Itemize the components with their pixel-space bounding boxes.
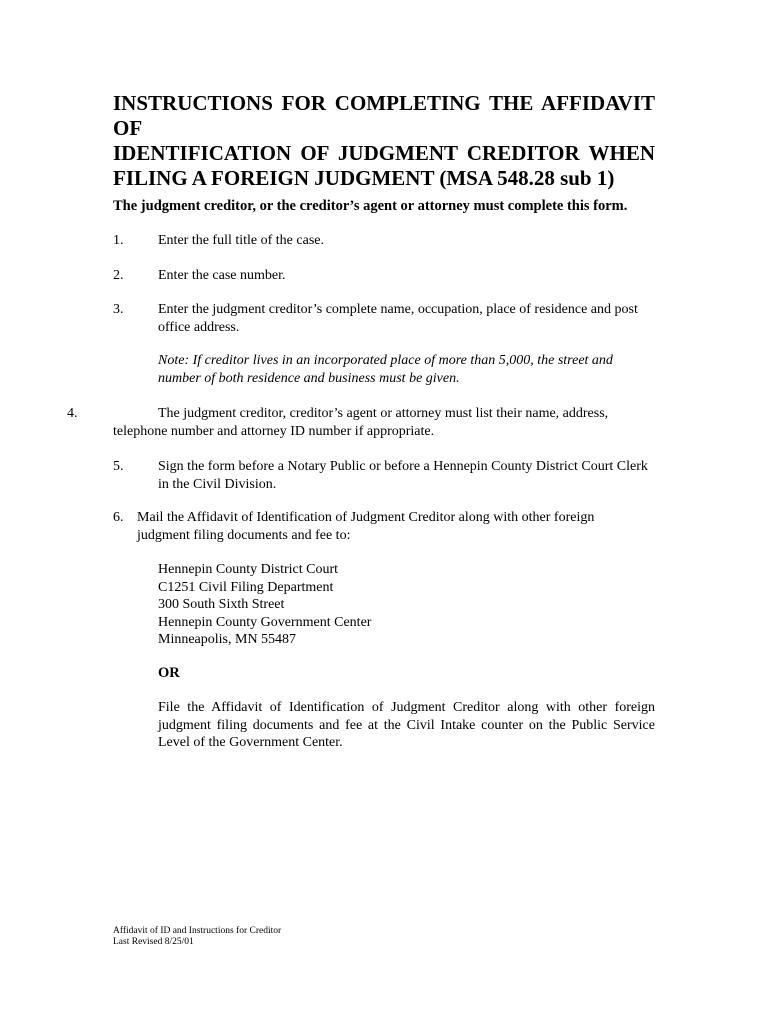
footer-line: Affidavit of ID and Instructions for Creditor [113, 926, 282, 936]
item-text: Enter the judgment creditor’s complete name, occupation, place of residence and post office address. [158, 302, 638, 335]
creditor-note: Note: If creditor lives in an incorporated place of more than 5,000, the street and number of both residence and business must be given. [158, 353, 613, 386]
document-title [113, 91, 655, 191]
item-text: Enter the case number. [158, 268, 286, 283]
item-6-text: Mail the Affidavit of Identification of Judgment Creditor along with other foreign judgment filing documents and fee to: [137, 510, 595, 543]
address-line: C1251 Civil Filing Department [158, 579, 334, 595]
item-number: 6. [113, 510, 124, 525]
or-separator: OR [158, 665, 180, 681]
mailing-address [158, 561, 558, 649]
address-line: 300 South Sixth Street [158, 597, 285, 612]
address-line: Hennepin County Government Center [158, 614, 372, 630]
lead-instruction: The judgment creditor, or the creditor’s agent or attorney must complete this form. [113, 198, 628, 214]
title-line-3: FILING A FOREIGN JUDGMENT (MSA 548.28 sub 1) [113, 166, 615, 190]
item-number: 3. [113, 302, 124, 317]
item-text: Sign the form before a Notary Public or before a Hennepin County District Court Clerk in the Civil Division. [158, 459, 648, 492]
item-4-number: 4. [67, 406, 78, 421]
address-line: Hennepin County District Court [158, 562, 339, 577]
title-line-2: IDENTIFICATION OF JUDGMENT CREDITOR WHEN [113, 141, 655, 165]
document-footer [113, 926, 281, 948]
item-number: 5. [113, 459, 124, 474]
address-line: Minneapolis, MN 55487 [158, 632, 297, 647]
item-number: 2. [113, 268, 124, 283]
title-line-1: INSTRUCTIONS FOR COMPLETING THE AFFIDAVIT OF [113, 91, 655, 140]
footer-line: Last Revised 8/25/01 [113, 937, 194, 947]
item-number: 1. [113, 233, 124, 248]
item-text: Enter the full title of the case. [158, 233, 324, 248]
alternative-filing-text: File the Affidavit of Identification of Judgment Creditor along with other foreign judgment filing documents and fee at the Civil Intake counter on the Public Service Level of the Government Center. [158, 700, 655, 750]
instruction-item-4: The judgment creditor, creditor’s agent or attorney must list their name, address, telephone number and attorney ID number if appropriate. [113, 406, 609, 439]
item-text [137, 509, 637, 544]
